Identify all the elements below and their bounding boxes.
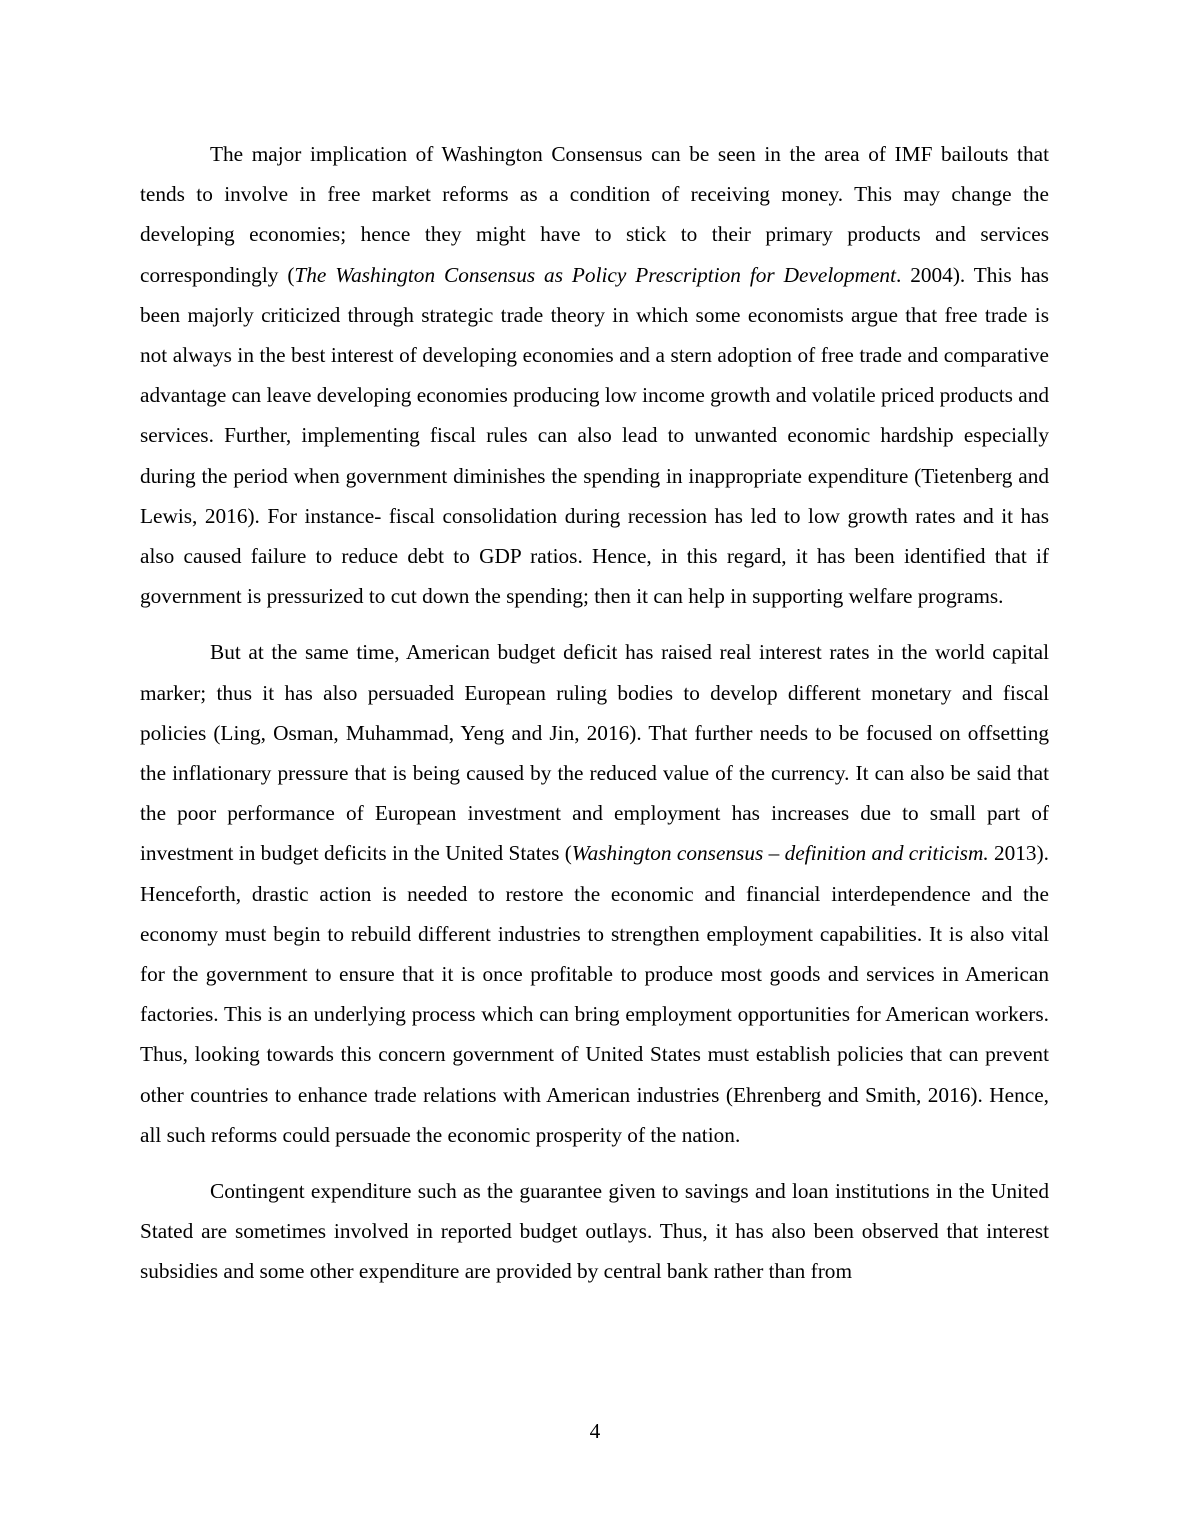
paragraph-2-text-end: 2013). Henceforth, drastic action is needed to restore the economic and financial interdependence and the economy must begin to rebuild different industries to strengthen employment capabilities. It is also vital for the government to ensure that it is once profitable to produce most goods and services in American factories. This is an underlying process which can bring employment opportunities for American workers. Thus, looking towards this concern government of United States must establish policies that can prevent other countries to enhance trade relations with American industries (Ehrenberg and Smith, 2016). Hence, all such reforms could persuade the economic prosperity of the nation. [140,841,1049,1147]
paragraph-3 [140,1171,1049,1292]
paragraph-1 [140,134,1049,616]
paragraph-1-text-end: . 2004). This has been majorly criticized through strategic trade theory in which some economists argue that free trade is not always in the best interest of developing economies and a stern adoption of free trade and comparative advantage can leave developing economies producing low income growth and volatile priced products and services. Further, implementing fiscal rules can also lead to unwanted economic hardship especially during the period when government diminishes the spending in inappropriate expenditure (Tietenberg and Lewis, 2016). For instance- fiscal consolidation during recession has led to low growth rates and it has also caused failure to reduce debt to GDP ratios. Hence, in this regard, it has been identified that if government is pressurized to cut down the spending; then it can help in supporting welfare programs. [140,262,1049,609]
paragraph-2-citation-title: Washington consensus – definition and criticism. [571,841,989,866]
paragraph-1-citation-title: The Washington Consensus as Policy Prescription for Development [294,262,896,287]
paragraph-2 [140,632,1049,1155]
body-text [140,134,1049,1308]
page-number: 4 [589,1419,601,1443]
paragraph-3-text: Contingent expenditure such as the guarantee given to savings and loan institutions in the United Stated are sometimes involved in reported budget outlays. Thus, it has also been observed that interest subsidies and some other expenditure are provided by central bank rather than from [140,1179,1049,1284]
paragraph-2-text-start: But at the same time, American budget deficit has raised real interest rates in the world capital marker; thus it has also persuaded European ruling bodies to develop different monetary and fiscal policies (Ling, Osman, Muhammad, Yeng and Jin, 2016). That further needs to be focused on offsetting the inflationary pressure that is being caused by the reduced value of the currency. It can also be said that the poor performance of European investment and employment has increases due to small part of investment in budget deficits in the United States ( [140,640,1049,866]
paragraph-1-text-start: The major implication of Washington Consensus can be seen in the area of IMF bailouts that tends to involve in free market reforms as a condition of receiving money. This may change the developing economies; hence they might have to stick to their primary products and services correspondingly ( [140,142,1049,287]
